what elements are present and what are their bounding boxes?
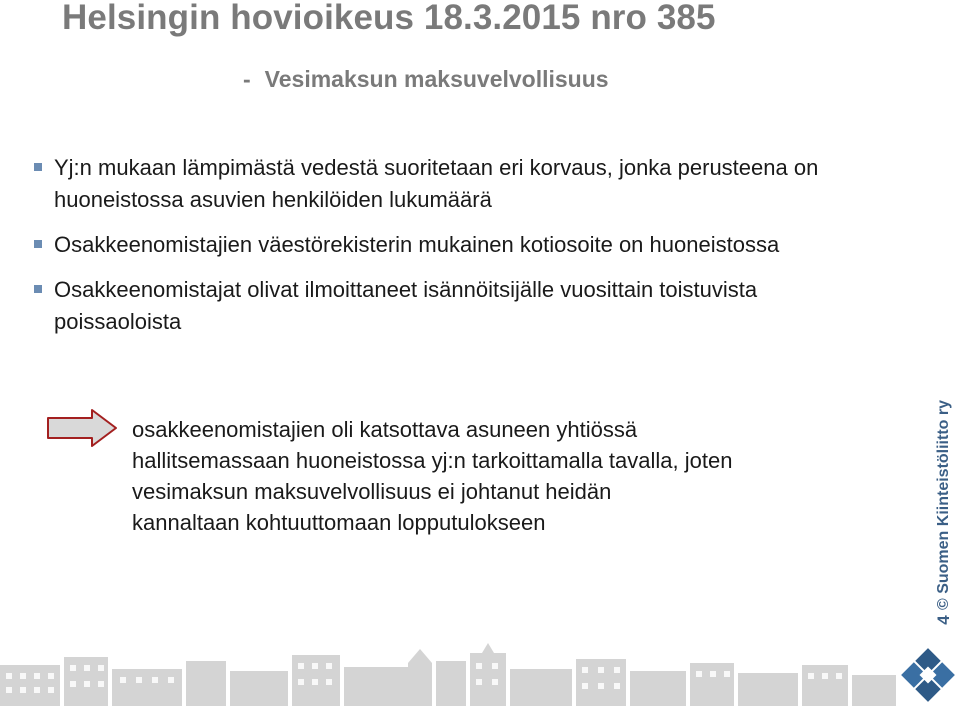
bullet-text: Osakkeenomistajat olivat ilmoittaneet isännöitsijälle vuosittain toistuvista poissaoloista	[54, 277, 758, 334]
subtitle-dash: -	[243, 66, 251, 92]
bullet-item	[32, 274, 832, 338]
conclusion-line: hallitsemassaan huoneistossa yj:n tarkoittamalla tavalla, joten	[132, 448, 733, 473]
square-bullet-icon	[34, 240, 42, 248]
bullet-item	[32, 152, 832, 216]
subtitle-text: Vesimaksun maksuvelvollisuus	[264, 66, 609, 92]
city-skyline-illustration	[0, 643, 896, 706]
square-bullet-icon	[34, 285, 42, 293]
bullet-item	[32, 229, 832, 261]
conclusion-line: kannaltaan kohtuuttomaan lopputulokseen	[132, 510, 546, 535]
bullet-list	[32, 152, 832, 351]
square-bullet-icon	[34, 163, 42, 171]
conclusion-text	[132, 414, 892, 538]
bullet-text: Yj:n mukaan lämpimästä vedestä suoritetaan eri korvaus, jonka perusteena on huoneistossa asuvien henkilöiden lukumäärä	[54, 155, 819, 212]
slide-subtitle	[243, 66, 609, 93]
page-number: 4	[934, 615, 953, 625]
bullet-text: Osakkeenomistajien väestörekisterin mukainen kotiosoite on huoneistossa	[54, 232, 780, 257]
kiinteistoliitto-logo-icon	[899, 646, 957, 704]
right-arrow-icon	[46, 408, 118, 448]
conclusion-line: vesimaksun maksuvelvollisuus ei johtanut heidän	[132, 479, 612, 504]
conclusion-line: osakkeenomistajien oli katsottava asuneen yhtiössä	[132, 417, 638, 442]
copyright-notice: © Suomen Kiinteistöliitto ry	[935, 399, 952, 611]
slide-title: Helsingin hovioikeus 18.3.2015 nro 385	[62, 0, 716, 37]
